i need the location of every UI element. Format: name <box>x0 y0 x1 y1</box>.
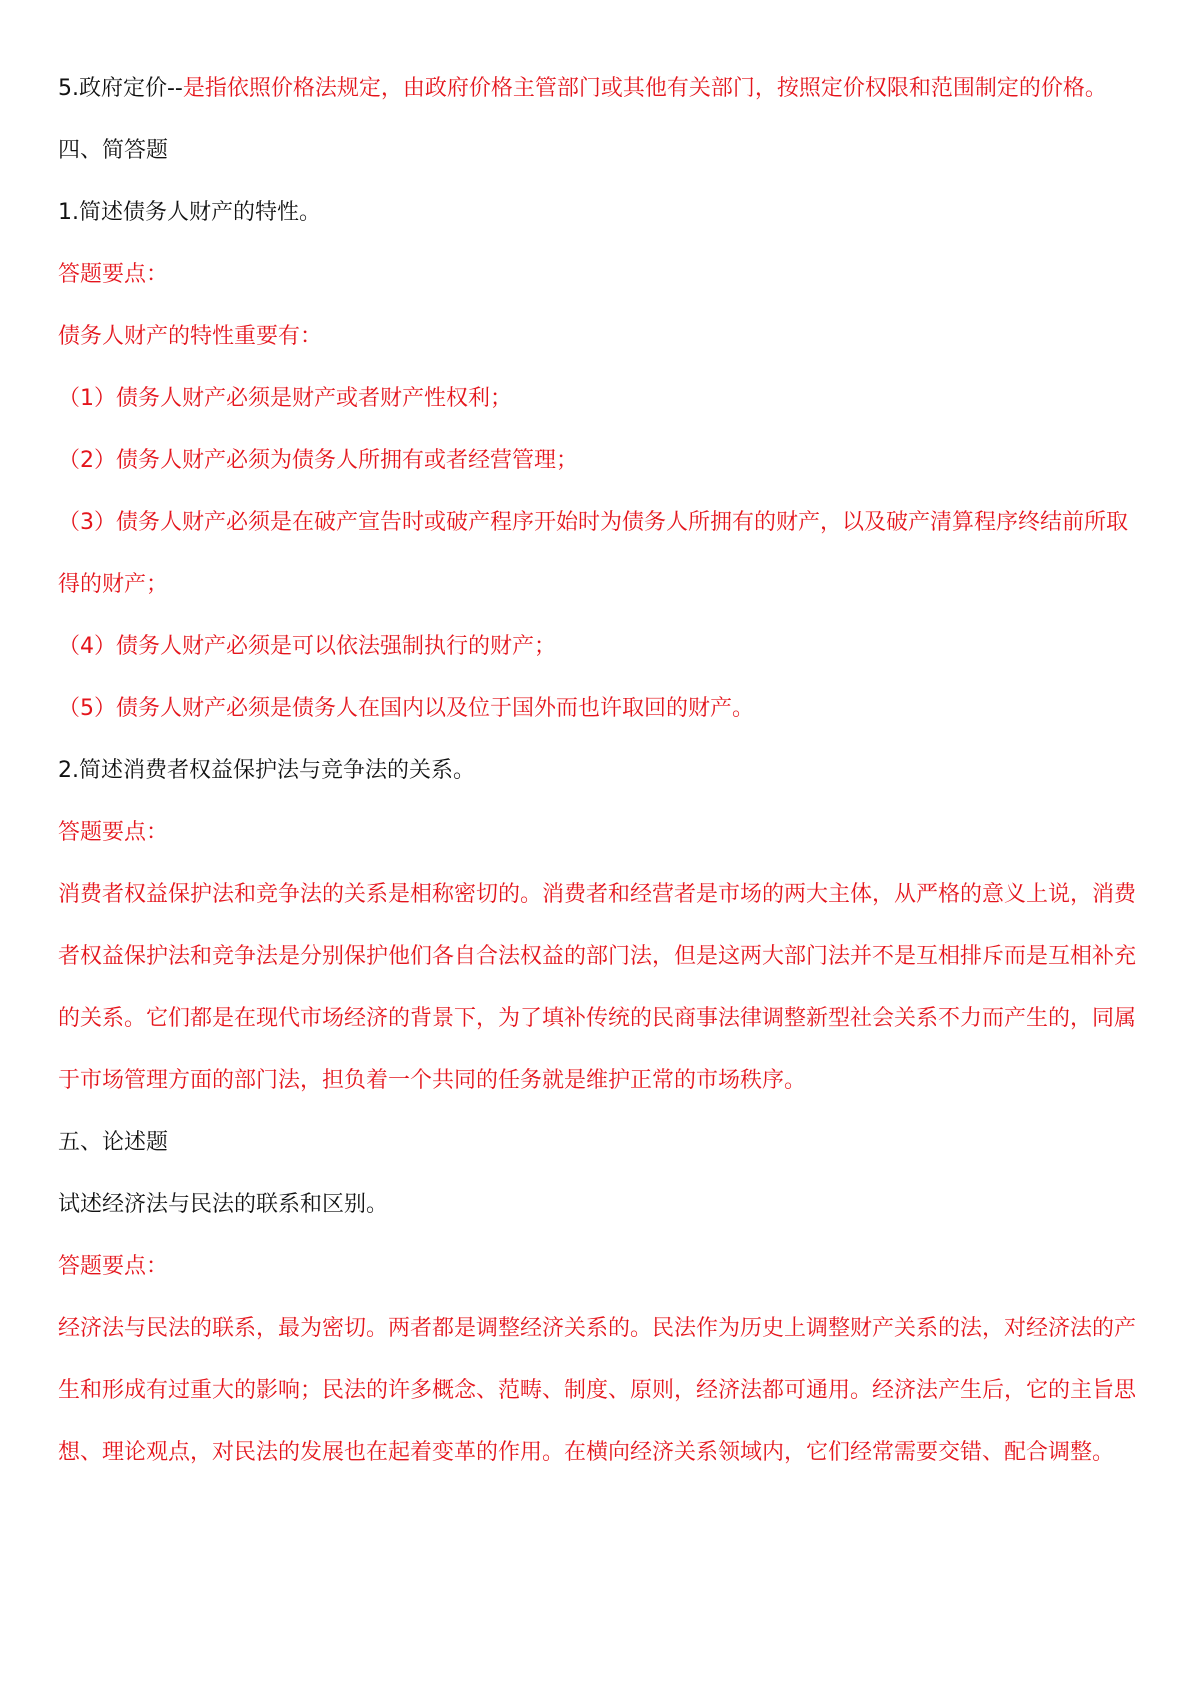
question-2: 2.简述消费者权益保护法与竞争法的关系。 <box>58 758 475 783</box>
answer-item-4: （4）债务人财产必须是可以依法强制执行的财产； <box>58 634 556 659</box>
section-title-essay: 五、论述题 <box>58 1130 169 1155</box>
answer-item-5: （5）债务人财产必须是债务人在国内以及位于国外而也许取回的财产。 <box>58 696 754 721</box>
answer-text-3: 经济法与民法的联系，最为密切。两者都是调整经济关系的。民法作为历史上调整财产关系的法，对经济法的产生和形成有过重大的影响；民法的许多概念、范畴、制度、原则，经济法都可通用。经济法产生后，它的主旨思想、理论观点，对民法的发展也在起着变革的作用。在横向经济关系领域内，它们经常需要交错、配合调整。 <box>58 1316 1137 1465</box>
answer-item-3: （3）债务人财产必须是在破产宣告时或破产程序开始时为债务人所拥有的财产，以及破产清算程序终结前所取得的财产； <box>58 510 1129 597</box>
answer-intro-1: 债务人财产的特性重要有： <box>58 324 323 349</box>
answer-text-2: 消费者权益保护法和竞争法的关系是相称密切的。消费者和经营者是市场的两大主体，从严格的意义上说，消费者权益保护法和竞争法是分别保护他们各自合法权益的部门法，但是这两大部门法并不是互相排斥而是互相补充的关系。它们都是在现代市场经济的背景下，为了填补传统的民商事法律调整新型社会关系不力而产生的，同属于市场管理方面的部门法，担负着一个共同的任务就是维护正常的市场秩序。 <box>58 882 1137 1093</box>
question-3: 试述经济法与民法的联系和区别。 <box>58 1192 389 1217</box>
answer-item-1: （1）债务人财产必须是财产或者财产性权利； <box>58 386 512 411</box>
answer-label-3: 答题要点： <box>58 1254 169 1279</box>
answer-label-2: 答题要点： <box>58 820 169 845</box>
definition-5 <box>58 58 1137 120</box>
definition-term: 5.政府定价-- <box>58 76 183 101</box>
answer-item-2: （2）债务人财产必须为债务人所拥有或者经营管理； <box>58 448 578 473</box>
question-1: 1.简述债务人财产的特性。 <box>58 200 321 225</box>
answer-label-1: 答题要点： <box>58 262 169 287</box>
definition-text: 是指依照价格法规定，由政府价格主管部门或其他有关部门，按照定价权限和范围制定的价格。 <box>182 76 1107 101</box>
section-title-short-answer: 四、简答题 <box>58 138 169 163</box>
